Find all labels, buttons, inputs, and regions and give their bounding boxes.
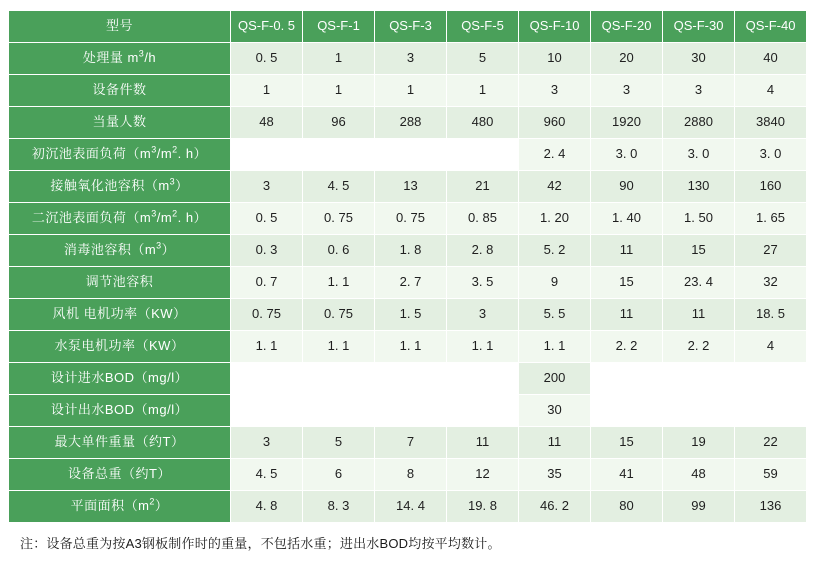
superscript: 2: [172, 145, 178, 156]
row-label-text: 风机 电机功率（KW）: [52, 306, 187, 322]
cell-r0-c5: 20: [591, 43, 663, 75]
cell-r13-c6: 48: [663, 459, 735, 491]
cell-r11-c3: [447, 395, 519, 427]
row-label: [9, 171, 231, 203]
row-label: [9, 139, 231, 171]
equipment-spec-table: [8, 10, 807, 523]
cell-r6-c5: 11: [591, 235, 663, 267]
superscript: 3: [156, 241, 162, 252]
cell-r14-c4: 46. 2: [519, 491, 591, 523]
cell-r6-c7: 27: [735, 235, 807, 267]
cell-r3-c2: [375, 139, 447, 171]
cell-r12-c3: 11: [447, 427, 519, 459]
cell-r13-c4: 35: [519, 459, 591, 491]
cell-r8-c2: 1. 5: [375, 299, 447, 331]
row-label: [9, 395, 231, 427]
row-label-text: 当量人数: [92, 114, 147, 130]
row-label: [9, 203, 231, 235]
cell-r1-c1: 1: [303, 75, 375, 107]
superscript: 3: [151, 145, 157, 156]
cell-r11-c5: [591, 395, 663, 427]
table-row: [9, 107, 807, 139]
cell-r6-c2: 1. 8: [375, 235, 447, 267]
table-row: [9, 203, 807, 235]
header-model-7: QS-F-40: [735, 11, 807, 43]
cell-r6-c4: 5. 2: [519, 235, 591, 267]
cell-r8-c3: 3: [447, 299, 519, 331]
cell-r7-c7: 32: [735, 267, 807, 299]
row-label-text: 设计进水BOD（mg/l）: [50, 370, 189, 386]
row-label-text: 处理量 $m^3/h$: [82, 49, 157, 66]
superscript: 3: [169, 177, 176, 188]
row-label: [9, 107, 231, 139]
header-model-3: QS-F-5: [447, 11, 519, 43]
cell-r1-c5: 3: [591, 75, 663, 107]
cell-r0-c4: 10: [519, 43, 591, 75]
cell-r11-c2: [375, 395, 447, 427]
cell-r9-c4: 1. 1: [519, 331, 591, 363]
cell-r1-c6: 3: [663, 75, 735, 107]
cell-r4-c3: 21: [447, 171, 519, 203]
cell-r2-c2: 288: [375, 107, 447, 139]
cell-r7-c5: 15: [591, 267, 663, 299]
cell-r2-c7: 3840: [735, 107, 807, 139]
cell-r2-c3: 480: [447, 107, 519, 139]
row-label: [9, 43, 231, 75]
cell-r8-c4: 5. 5: [519, 299, 591, 331]
cell-r10-c2: [375, 363, 447, 395]
cell-r9-c1: 1. 1: [303, 331, 375, 363]
cell-r0-c0: 0. 5: [231, 43, 303, 75]
cell-r0-c7: 40: [735, 43, 807, 75]
cell-r8-c0: 0. 75: [231, 299, 303, 331]
cell-r1-c7: 4: [735, 75, 807, 107]
cell-r10-c1: [303, 363, 375, 395]
cell-r6-c6: 15: [663, 235, 735, 267]
row-label-text: 二沉池表面负荷（$m^3/m^2$. h）: [31, 209, 208, 226]
cell-r13-c7: 59: [735, 459, 807, 491]
cell-r7-c6: 23. 4: [663, 267, 735, 299]
cell-r10-c4: 200: [519, 363, 591, 395]
cell-r12-c2: 7: [375, 427, 447, 459]
cell-r0-c6: 30: [663, 43, 735, 75]
cell-r12-c7: 22: [735, 427, 807, 459]
table-row: [9, 235, 807, 267]
header-row-label: 型号: [9, 11, 231, 43]
cell-r5-c3: 0. 85: [447, 203, 519, 235]
cell-r4-c6: 130: [663, 171, 735, 203]
cell-r14-c3: 19. 8: [447, 491, 519, 523]
cell-r4-c4: 42: [519, 171, 591, 203]
table-row: [9, 427, 807, 459]
row-label: [9, 267, 231, 299]
cell-r4-c1: 4. 5: [303, 171, 375, 203]
cell-r5-c7: 1. 65: [735, 203, 807, 235]
table-row: [9, 363, 807, 395]
cell-r4-c2: 13: [375, 171, 447, 203]
cell-r2-c0: 48: [231, 107, 303, 139]
table-row: [9, 267, 807, 299]
header-model-6: QS-F-30: [663, 11, 735, 43]
cell-r14-c2: 14. 4: [375, 491, 447, 523]
cell-r14-c6: 99: [663, 491, 735, 523]
superscript: 2: [172, 209, 178, 220]
cell-r11-c6: [663, 395, 735, 427]
row-label-text: 接触氧化池容积$(m^3)$: [50, 177, 189, 194]
row-label: [9, 363, 231, 395]
cell-r13-c1: 6: [303, 459, 375, 491]
cell-r0-c3: 5: [447, 43, 519, 75]
row-label-text: 最大单件重量（约T）: [54, 434, 185, 450]
row-label-text: 设备总重（约T）: [68, 466, 171, 482]
cell-r4-c7: 160: [735, 171, 807, 203]
table-footnote: 注：设备总重为按A3钢板制作时的重量，不包括水重；进出水BOD均按平均数计。: [20, 536, 501, 551]
table-header-row: [9, 11, 807, 43]
header-model-0: QS-F-0. 5: [231, 11, 303, 43]
row-label-text: 调节池容积: [85, 274, 154, 290]
cell-r12-c4: 11: [519, 427, 591, 459]
cell-r8-c1: 0. 75: [303, 299, 375, 331]
table-row: [9, 299, 807, 331]
cell-r7-c0: 0. 7: [231, 267, 303, 299]
cell-r12-c0: 3: [231, 427, 303, 459]
cell-r5-c4: 1. 20: [519, 203, 591, 235]
row-label: [9, 299, 231, 331]
cell-r5-c5: 1. 40: [591, 203, 663, 235]
cell-r10-c3: [447, 363, 519, 395]
row-label: [9, 331, 231, 363]
cell-r9-c0: 1. 1: [231, 331, 303, 363]
cell-r6-c0: 0. 3: [231, 235, 303, 267]
cell-r7-c2: 2. 7: [375, 267, 447, 299]
cell-r3-c1: [303, 139, 375, 171]
header-model-4: QS-F-10: [519, 11, 591, 43]
row-label: [9, 491, 231, 523]
cell-r13-c3: 12: [447, 459, 519, 491]
cell-r11-c4: 30: [519, 395, 591, 427]
cell-r10-c0: [231, 363, 303, 395]
cell-r9-c7: 4: [735, 331, 807, 363]
row-label: [9, 427, 231, 459]
cell-r13-c5: 41: [591, 459, 663, 491]
cell-r9-c2: 1. 1: [375, 331, 447, 363]
cell-r8-c7: 18. 5: [735, 299, 807, 331]
cell-r2-c1: 96: [303, 107, 375, 139]
table-row: [9, 75, 807, 107]
cell-r1-c2: 1: [375, 75, 447, 107]
row-label-text: 平面面积$(m^2)$: [70, 497, 169, 514]
cell-r13-c0: 4. 5: [231, 459, 303, 491]
cell-r10-c6: [663, 363, 735, 395]
cell-r4-c5: 90: [591, 171, 663, 203]
cell-r13-c2: 8: [375, 459, 447, 491]
cell-r1-c4: 3: [519, 75, 591, 107]
cell-r7-c4: 9: [519, 267, 591, 299]
table-row: [9, 171, 807, 203]
cell-r4-c0: 3: [231, 171, 303, 203]
row-label: [9, 235, 231, 267]
cell-r0-c2: 3: [375, 43, 447, 75]
cell-r12-c6: 19: [663, 427, 735, 459]
cell-r8-c5: 11: [591, 299, 663, 331]
cell-r5-c1: 0. 75: [303, 203, 375, 235]
cell-r14-c0: 4. 8: [231, 491, 303, 523]
cell-r11-c0: [231, 395, 303, 427]
cell-r3-c6: 3. 0: [663, 139, 735, 171]
cell-r5-c2: 0. 75: [375, 203, 447, 235]
cell-r9-c6: 2. 2: [663, 331, 735, 363]
cell-r11-c1: [303, 395, 375, 427]
cell-r1-c0: 1: [231, 75, 303, 107]
cell-r0-c1: 1: [303, 43, 375, 75]
cell-r14-c1: 8. 3: [303, 491, 375, 523]
cell-r1-c3: 1: [447, 75, 519, 107]
row-label: [9, 459, 231, 491]
table-row: [9, 139, 807, 171]
table-body: [9, 11, 807, 523]
header-model-1: QS-F-1: [303, 11, 375, 43]
row-label-text: 初沉池表面负荷（$m^3/m^2$. h）: [31, 145, 208, 162]
cell-r5-c0: 0. 5: [231, 203, 303, 235]
cell-r2-c5: 1920: [591, 107, 663, 139]
cell-r12-c1: 5: [303, 427, 375, 459]
table-row: [9, 459, 807, 491]
superscript: 3: [138, 49, 145, 60]
cell-r3-c4: 2. 4: [519, 139, 591, 171]
cell-r11-c7: [735, 395, 807, 427]
header-model-2: QS-F-3: [375, 11, 447, 43]
cell-r12-c5: 15: [591, 427, 663, 459]
cell-r6-c3: 2. 8: [447, 235, 519, 267]
cell-r3-c5: 3. 0: [591, 139, 663, 171]
cell-r3-c0: [231, 139, 303, 171]
header-model-5: QS-F-20: [591, 11, 663, 43]
cell-r8-c6: 11: [663, 299, 735, 331]
row-label-text: 设计出水BOD（mg/l）: [50, 402, 189, 418]
table-row: [9, 331, 807, 363]
cell-r7-c3: 3. 5: [447, 267, 519, 299]
cell-r9-c5: 2. 2: [591, 331, 663, 363]
superscript: 3: [151, 209, 157, 220]
table-row: [9, 43, 807, 75]
cell-r2-c4: 960: [519, 107, 591, 139]
row-label: [9, 75, 231, 107]
row-label-text: 设备件数: [92, 82, 147, 98]
cell-r10-c7: [735, 363, 807, 395]
row-label-text: 消毒池容积$(m^3)$: [63, 241, 176, 258]
cell-r3-c3: [447, 139, 519, 171]
cell-r6-c1: 0. 6: [303, 235, 375, 267]
superscript: 2: [149, 497, 155, 508]
cell-r14-c5: 80: [591, 491, 663, 523]
table-row: [9, 491, 807, 523]
row-label-text: 水泵电机功率（KW）: [54, 338, 185, 354]
cell-r5-c6: 1. 50: [663, 203, 735, 235]
cell-r3-c7: 3. 0: [735, 139, 807, 171]
cell-r14-c7: 136: [735, 491, 807, 523]
table-row: [9, 395, 807, 427]
cell-r9-c3: 1. 1: [447, 331, 519, 363]
cell-r2-c6: 2880: [663, 107, 735, 139]
cell-r7-c1: 1. 1: [303, 267, 375, 299]
cell-r10-c5: [591, 363, 663, 395]
